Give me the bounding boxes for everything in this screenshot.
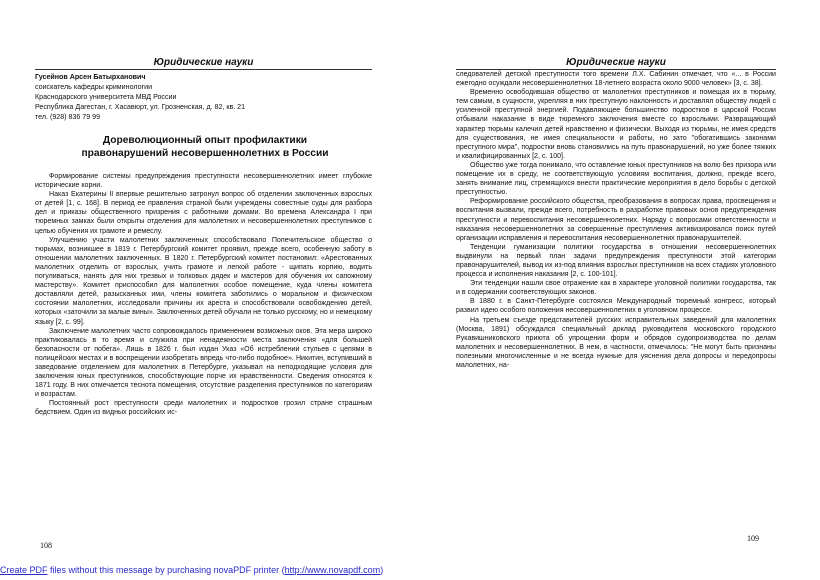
- author-phone: тел. (928) 836 79 99: [35, 113, 101, 121]
- right-page: [410, 0, 820, 580]
- left-column-text: [35, 172, 372, 418]
- author-position: соискатель кафедры криминологии: [35, 83, 153, 91]
- paragraph: Реформирование российского общества, преобразования в вопросах права, просвещения и воспитания вызвали, прежде всего, потребность в разработке правовых основ предупреждения преступности и перевоспитания несовершеннолетних. Наряду с вопросами ответственности и наказания несовершеннолетних за совершенные преступления активизировался поиск путей организации исправления и перевоспитания несовершеннолетних правонарушителей.: [456, 198, 776, 242]
- paragraph: Общество уже тогда понимало, что оставление юных преступников на волю без призора или помещение их в среду, не соответствующую условиям воспитания, должно, прежде всего, занять внимание лиц, стремящихся внести практические мероприятия в дело борьбы с детской преступностью.: [456, 161, 776, 197]
- novapdf-footer: [0, 565, 480, 575]
- running-head-left: Юридические науки: [153, 57, 254, 68]
- article-title-line-2: правонарушений несовершеннолетних в России: [81, 148, 329, 159]
- paragraph: следователей детской преступности того времени Л.Х. Сабинин отмечает, что «... в России ежегодно осуждали несовершеннолетних 18-летнего возраста около 9000 человек» [3, с. 38].: [456, 71, 776, 88]
- page-number-right: 109: [747, 534, 759, 543]
- right-column-text: [456, 70, 776, 370]
- create-pdf-link[interactable]: Create PDF: [0, 565, 48, 575]
- article-title-line-1: Дореволюционный опыт профилактики: [102, 135, 308, 146]
- footer-message: files without this message by purchasing novaPDF printer (: [50, 565, 285, 575]
- paragraph: Тенденции гуманизации политики государства в отношении несовершеннолетних выдвинули на первый план задачи предупреждения преступности этой категории правонарушителей, вывод их из-под влияния взрослых преступников на всех стадиях уголовного процесса и исполнения наказания [2, с. 100-101].: [456, 243, 776, 279]
- paragraph: Постоянный рост преступности среди малолетних и подростков грозил стране страшным бедствием. Один из видных российских ис-: [35, 400, 372, 417]
- paragraph: Заключение малолетних часто сопровождалось применением возможных оков. Эта мера широко практиковалась в то время и служила при ненадежности места заключения «для большей безопасности от побега». Лишь в 1826 г. был издан Указ «Об истреблении стульев с цепями в полицейских местах и в воспрещении изобретать впредь что-либо подобное». Никитин, вступивший в заведование отделением для малолетних в Петербурге, указывал на неподходящие условия для заключения юных преступников, способствующие порче их нравственности. Сведения относятся к 1871 году. В них отмечается теснота помещения, отсутствие разделения преступников по категориям и возрастам.: [35, 327, 372, 399]
- article-title: [35, 134, 375, 160]
- author-name: Гусейнов Арсен Батырханович: [35, 73, 146, 81]
- paragraph: Временно освободившая общество от малолетних преступников и помещая их в тюрьму, тем самым, в сущности, укрепляя в них преступную наклонность и доставлял обществу людей с усиленной преступной энергией. Подавляющее большинство подростков в царской России отбывали наказание в виде тюремного заключения вместе со взрослыми. Развращающий характер тюрьмы калечил детей нравственно и физически. Выходя из тюрьмы, не имея средств для существования, не имея специальности и работы, но зато "обогатившись законами преступного мира", подростки вновь становились на путь правонарушений, но уже более тяжких и квалифицированных [2, с. 100].: [456, 89, 776, 160]
- author-block: [35, 72, 375, 122]
- paragraph: В 1880 г. в Санкт-Петербурге состоялся Международный тюремный конгресс, который развил идею особого положения несовершеннолетних в уголовном процессе.: [456, 298, 776, 315]
- page-number-left: 108: [40, 541, 52, 550]
- author-university: Краснодарского университета МВД России: [35, 93, 177, 101]
- running-head-right: Юридические науки: [566, 57, 666, 68]
- paragraph: Улучшению участи малолетних заключенных способствовало Попечительское общество о тюрьмах, возникшее в 1819 г. Петербургский комитет проявил, прежде всего, особенную заботу в отношении малолетних заключенных. В 1820 г. Петербургский комитет постановил: «Арестованных малолетних отделить от взрослых, учить грамоте и легкой работе - щипать корпию, водить погуливаться, нанять для них трезвых и толковых дядек и мастеров для обучения их сапожному мастерству». Комитет приспособил для малолетних особое помещение, куда члены комитета доставляли детей, разысканных ими, члены комитета заботились о моральном и физическом состоянии малолетних, исследовали причины их ареста и способствовали освобождению детей, которых «заточили за малые вины». Заключенных детей обучали не только русскому, но и немецкому языку [2, с. 99].: [35, 236, 372, 326]
- footer-close-paren: ): [380, 565, 384, 575]
- paragraph: Наказ Екатерины II впервые решительно затронул вопрос об отделении заключенных взрослых от детей [1, с. 168]. В период ее правления страной были учреждены совестные суды для разбора дел и приказы общественного призрения с работными домами. Во времена Александра I при тюремных замках были открыты отделения для малолетних и несовершеннолетних преступников с целью обучения их грамоте и ремеслу.: [35, 191, 372, 235]
- novapdf-url-link[interactable]: http://www.novapdf.com: [284, 565, 381, 575]
- author-address: Республика Дагестан, г. Хасавюрт, ул. Грозненская, д. 82, кв. 21: [35, 103, 246, 111]
- paragraph: Эти тенденции нашли свое отражение как в характере уголовной политики государства, так и в содержании соответствующих законов.: [456, 280, 776, 297]
- paragraph: На третьем съезде представителей русских исправительных заведений для малолетних (Москва, 1891) обсуждался специальный доклад руководителя московского городского Рукавишниковского приюта об упрощении форм и обрядов судопроизводства по делам малолетних и несовершеннолетних. В нем, в частности, отмечалось: "Не могут быть признаны полезными многочисленные и не всегда нужные для уяснения дела допросы и передопросы малолетних, на-: [456, 316, 776, 369]
- header-rule-left: [35, 69, 372, 70]
- paragraph: Формирование системы предупреждения преступности несовершеннолетних имеет глубокие исторические корни.: [35, 173, 372, 190]
